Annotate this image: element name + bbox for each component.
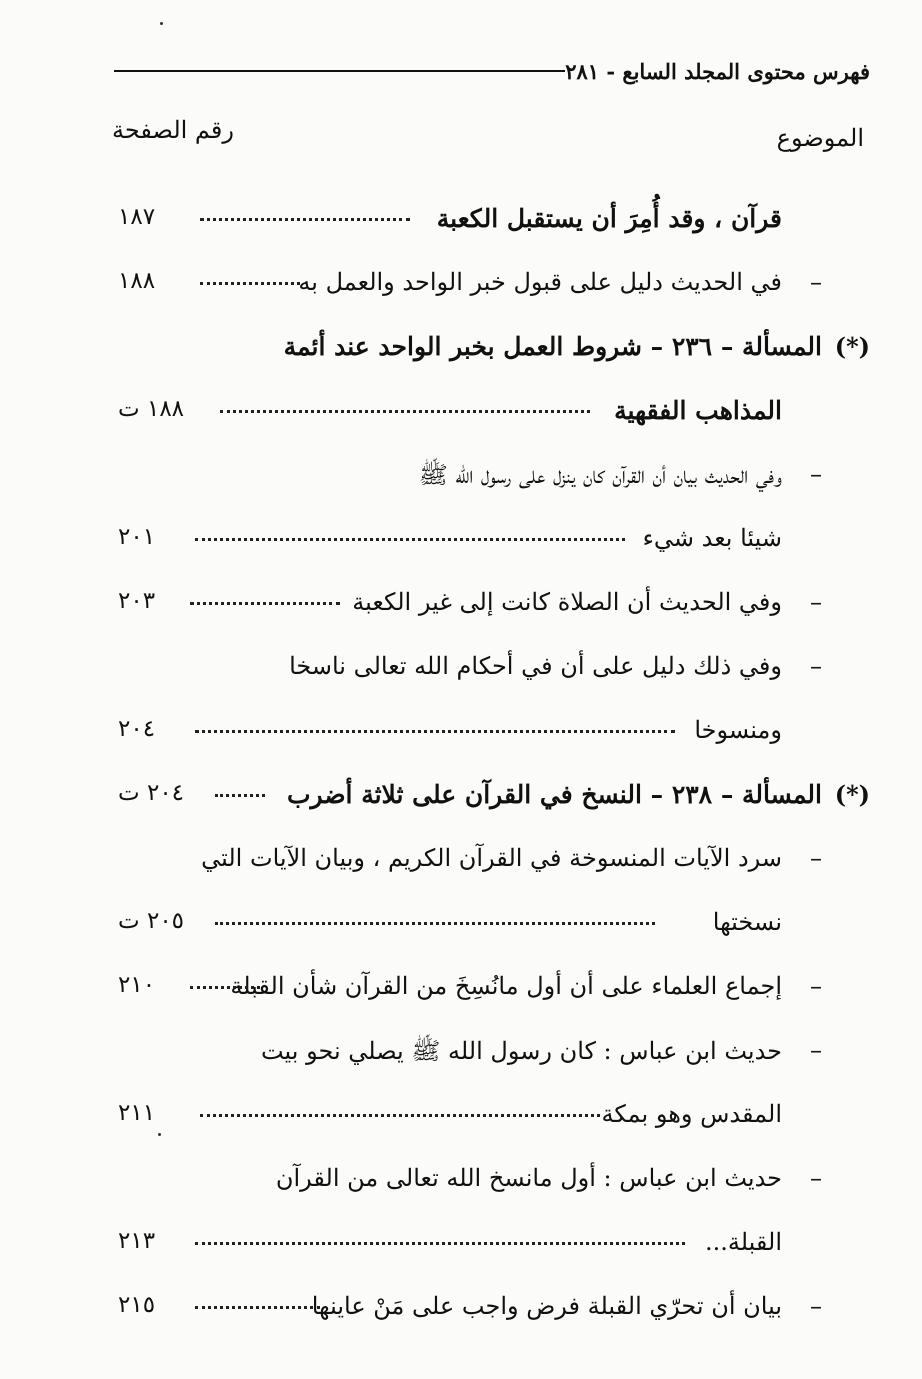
entry-page-number: ٢١١	[118, 1100, 156, 1126]
toc-entry	[0, 318, 922, 446]
toc-entry	[0, 1278, 922, 1342]
entry-text: حديث ابن عباس : أول مانسخ الله تعالى من القرآن	[275, 1164, 782, 1192]
leader-dots	[195, 1240, 685, 1245]
leader-dots	[195, 728, 675, 733]
entry-page-number: ٢٠٤ ت	[118, 780, 185, 806]
entry-marker: –	[810, 460, 822, 488]
entry-text: المسألة – ٢٣٦ – شروط العمل بخبر الواحد عند أئمة	[283, 332, 822, 361]
leader-dots	[195, 536, 625, 541]
entry-text: بيان أن تحرّي القبلة فرض واجب على مَنْ عاينها	[311, 1292, 782, 1320]
toc-entry	[0, 190, 922, 254]
header-rule	[114, 70, 565, 72]
toc-entry	[0, 830, 922, 958]
entry-page-number: ٢٠١	[118, 524, 156, 550]
page-number-column-heading: رقم الصفحة	[112, 116, 234, 144]
entry-text: المسألة – ٢٣٨ – النسخ في القرآن على ثلاثة أضرب	[286, 780, 822, 809]
entry-text: إجماع العلماء على أن أول مانُسِخَ من القرآن شأن القبلة	[230, 972, 782, 1000]
entry-page-number: ١٨٨ ت	[118, 396, 185, 422]
toc-entry	[0, 574, 922, 638]
topic-column-heading: الموضوع	[776, 124, 864, 152]
entry-text-continued: المذاهب الفقهية	[614, 396, 782, 425]
entry-text-continued: ومنسوخا	[694, 716, 782, 744]
entry-text: حديث ابن عباس : كان رسول الله ﷺ يصلي نحو بيت	[260, 1037, 782, 1065]
leader-dots	[200, 216, 410, 221]
leader-dots	[215, 792, 265, 797]
entry-text: سرد الآيات المنسوخة في القرآن الكريم ، وبيان الآيات التي	[201, 844, 782, 872]
toc-entry	[0, 958, 922, 1022]
toc-entry	[0, 638, 922, 766]
scan-speck	[158, 1133, 161, 1136]
leader-dots	[200, 280, 300, 285]
entry-page-number: ١٨٧	[118, 204, 156, 230]
entry-marker: –	[810, 844, 822, 872]
entry-marker: –	[810, 652, 822, 680]
entry-marker: –	[810, 588, 822, 616]
scan-speck	[160, 22, 163, 25]
entry-text-continued: القبلة...	[704, 1228, 782, 1256]
toc-entry	[0, 446, 922, 574]
entry-page-number: ٢٠٥ ت	[118, 908, 185, 934]
toc-entries	[0, 190, 922, 1342]
entry-page-number: ٢١٣	[118, 1228, 156, 1254]
entry-text: وفي ذلك دليل على أن في أحكام الله تعالى ناسخا	[289, 652, 782, 680]
entry-marker: –	[810, 1292, 822, 1320]
entry-page-number: ٢١٥	[118, 1292, 156, 1318]
entry-text-continued: المقدس وهو بمكة	[601, 1100, 782, 1128]
leader-dots	[190, 984, 260, 989]
toc-entry	[0, 766, 922, 830]
entry-text-continued: نسختها	[712, 908, 782, 936]
entry-marker: –	[810, 1036, 822, 1064]
entry-text: وفي الحديث أن الصلاة كانت إلى غير الكعبة	[352, 588, 782, 616]
entry-marker: (*)	[834, 332, 870, 361]
entry-page-number: ٢١٠	[118, 972, 156, 998]
running-title: فهرس محتوى المجلد السابع - ٢٨١	[565, 58, 870, 84]
entry-text: وفي الحديث بيان أن القرآن كان ينزل على رسول الله ﷺ	[418, 461, 782, 489]
entry-marker: –	[810, 268, 822, 296]
toc-entry	[0, 254, 922, 318]
toc-entry	[0, 1150, 922, 1278]
entry-text-continued: شيئا بعد شيء	[642, 524, 782, 552]
leader-dots	[215, 920, 655, 925]
entry-page-number: ٢٠٤	[118, 716, 156, 742]
entry-text: قرآن ، وقد أُمِرَ أن يستقبل الكعبة	[436, 204, 782, 233]
leader-dots	[200, 1112, 600, 1117]
leader-dots	[220, 408, 590, 413]
toc-entry	[0, 1022, 922, 1150]
leader-dots	[190, 600, 340, 605]
entry-marker: –	[810, 972, 822, 1000]
entry-marker: (*)	[834, 780, 870, 809]
entry-page-number: ٢٠٣	[118, 588, 156, 614]
entry-marker: –	[810, 1164, 822, 1192]
leader-dots	[195, 1304, 320, 1309]
running-header	[100, 54, 870, 88]
entry-text: في الحديث دليل على قبول خبر الواحد والعمل به	[298, 268, 782, 296]
entry-page-number: ١٨٨	[118, 268, 156, 294]
